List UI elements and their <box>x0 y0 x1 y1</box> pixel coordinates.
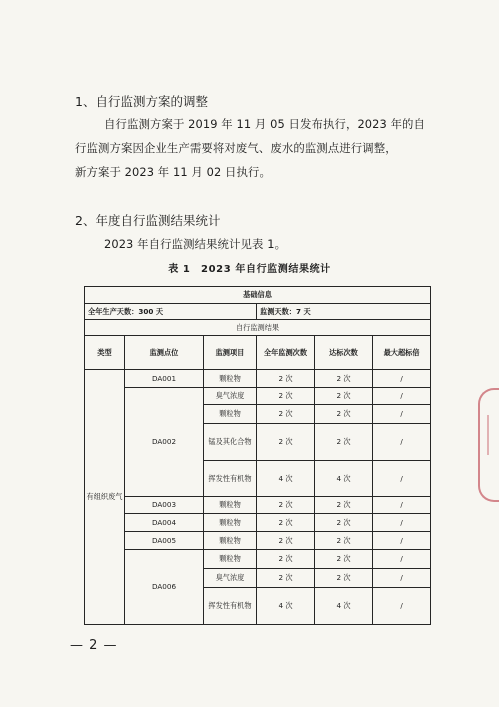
monitoring-days: 监测天数：7 天 <box>257 304 431 320</box>
section1-line-2: 行监测方案因企业生产需要将对废气、废水的监测点进行调整， <box>75 141 397 155</box>
table-row <box>85 497 431 514</box>
table-row <box>85 370 431 388</box>
count-cell: 4 次 <box>257 588 315 625</box>
col-header-pass: 达标次数 <box>315 336 373 370</box>
count-cell: 2 次 <box>257 405 315 424</box>
point-cell: DA006 <box>125 550 204 625</box>
item-cell: 颗粒物 <box>204 405 257 424</box>
section2-line: 2023 年自行监测结果统计见表 1。 <box>104 237 287 251</box>
point-cell: DA001 <box>125 370 204 388</box>
red-seal-stamp <box>478 388 499 502</box>
item-cell: 挥发性有机物 <box>204 588 257 625</box>
pass-cell: 4 次 <box>315 461 373 497</box>
results-table <box>84 286 431 625</box>
pass-cell: 2 次 <box>315 370 373 388</box>
item-cell: 臭气浓度 <box>204 388 257 405</box>
count-cell: 4 次 <box>257 461 315 497</box>
col-header-max: 最大超标倍 <box>373 336 431 370</box>
pass-cell: 2 次 <box>315 388 373 405</box>
item-cell: 颗粒物 <box>204 370 257 388</box>
page-number: — 2 — <box>70 638 118 653</box>
item-cell: 颗粒物 <box>204 532 257 550</box>
pass-cell: 2 次 <box>315 550 373 569</box>
col-header-item: 监测项目 <box>204 336 257 370</box>
pass-cell: 2 次 <box>315 424 373 461</box>
table-row <box>85 550 431 569</box>
max-cell: / <box>373 588 431 625</box>
max-cell: / <box>373 424 431 461</box>
pass-cell: 2 次 <box>315 497 373 514</box>
point-cell: DA002 <box>125 388 204 497</box>
count-cell: 2 次 <box>257 370 315 388</box>
count-cell: 2 次 <box>257 550 315 569</box>
max-cell: / <box>373 497 431 514</box>
col-header-point: 监测点位 <box>125 336 204 370</box>
table-caption: 表 1 2023 年自行监测结果统计 <box>168 264 331 275</box>
item-cell: 挥发性有机物 <box>204 461 257 497</box>
section1-line-3: 新方案于 2023 年 11 月 02 日执行。 <box>75 165 272 179</box>
table-row <box>85 388 431 405</box>
item-cell: 臭气浓度 <box>204 569 257 588</box>
item-cell: 颗粒物 <box>204 497 257 514</box>
max-cell: / <box>373 370 431 388</box>
table-row <box>85 532 431 550</box>
count-cell: 2 次 <box>257 569 315 588</box>
col-header-type: 类型 <box>85 336 125 370</box>
col-header-count: 全年监测次数 <box>257 336 315 370</box>
basic-info-header: 基础信息 <box>85 287 431 304</box>
pass-cell: 4 次 <box>315 588 373 625</box>
count-cell: 2 次 <box>257 388 315 405</box>
max-cell: / <box>373 405 431 424</box>
pass-cell: 2 次 <box>315 514 373 532</box>
max-cell: / <box>373 514 431 532</box>
pass-cell: 2 次 <box>315 569 373 588</box>
point-cell: DA005 <box>125 532 204 550</box>
max-cell: / <box>373 388 431 405</box>
section1-heading: 1、自行监测方案的调整 <box>75 94 208 109</box>
pass-cell: 2 次 <box>315 405 373 424</box>
count-cell: 2 次 <box>257 497 315 514</box>
results-header: 自行监测结果 <box>85 320 431 336</box>
section1-line-1: 自行监测方案于 2019 年 11 月 05 日发布执行，2023 年的自 <box>104 117 426 131</box>
count-cell: 2 次 <box>257 514 315 532</box>
count-cell: 2 次 <box>257 532 315 550</box>
item-cell: 颗粒物 <box>204 514 257 532</box>
count-cell: 2 次 <box>257 424 315 461</box>
max-cell: / <box>373 569 431 588</box>
point-cell: DA004 <box>125 514 204 532</box>
production-days: 全年生产天数：300 天 <box>85 304 257 320</box>
max-cell: / <box>373 461 431 497</box>
item-cell: 颗粒物 <box>204 550 257 569</box>
pass-cell: 2 次 <box>315 532 373 550</box>
point-cell: DA003 <box>125 497 204 514</box>
item-cell: 锰及其化合物 <box>204 424 257 461</box>
table-row <box>85 514 431 532</box>
max-cell: / <box>373 532 431 550</box>
max-cell: / <box>373 550 431 569</box>
section2-heading: 2、年度自行监测结果统计 <box>75 213 221 228</box>
type-cell: 有组织废气 <box>85 370 125 625</box>
